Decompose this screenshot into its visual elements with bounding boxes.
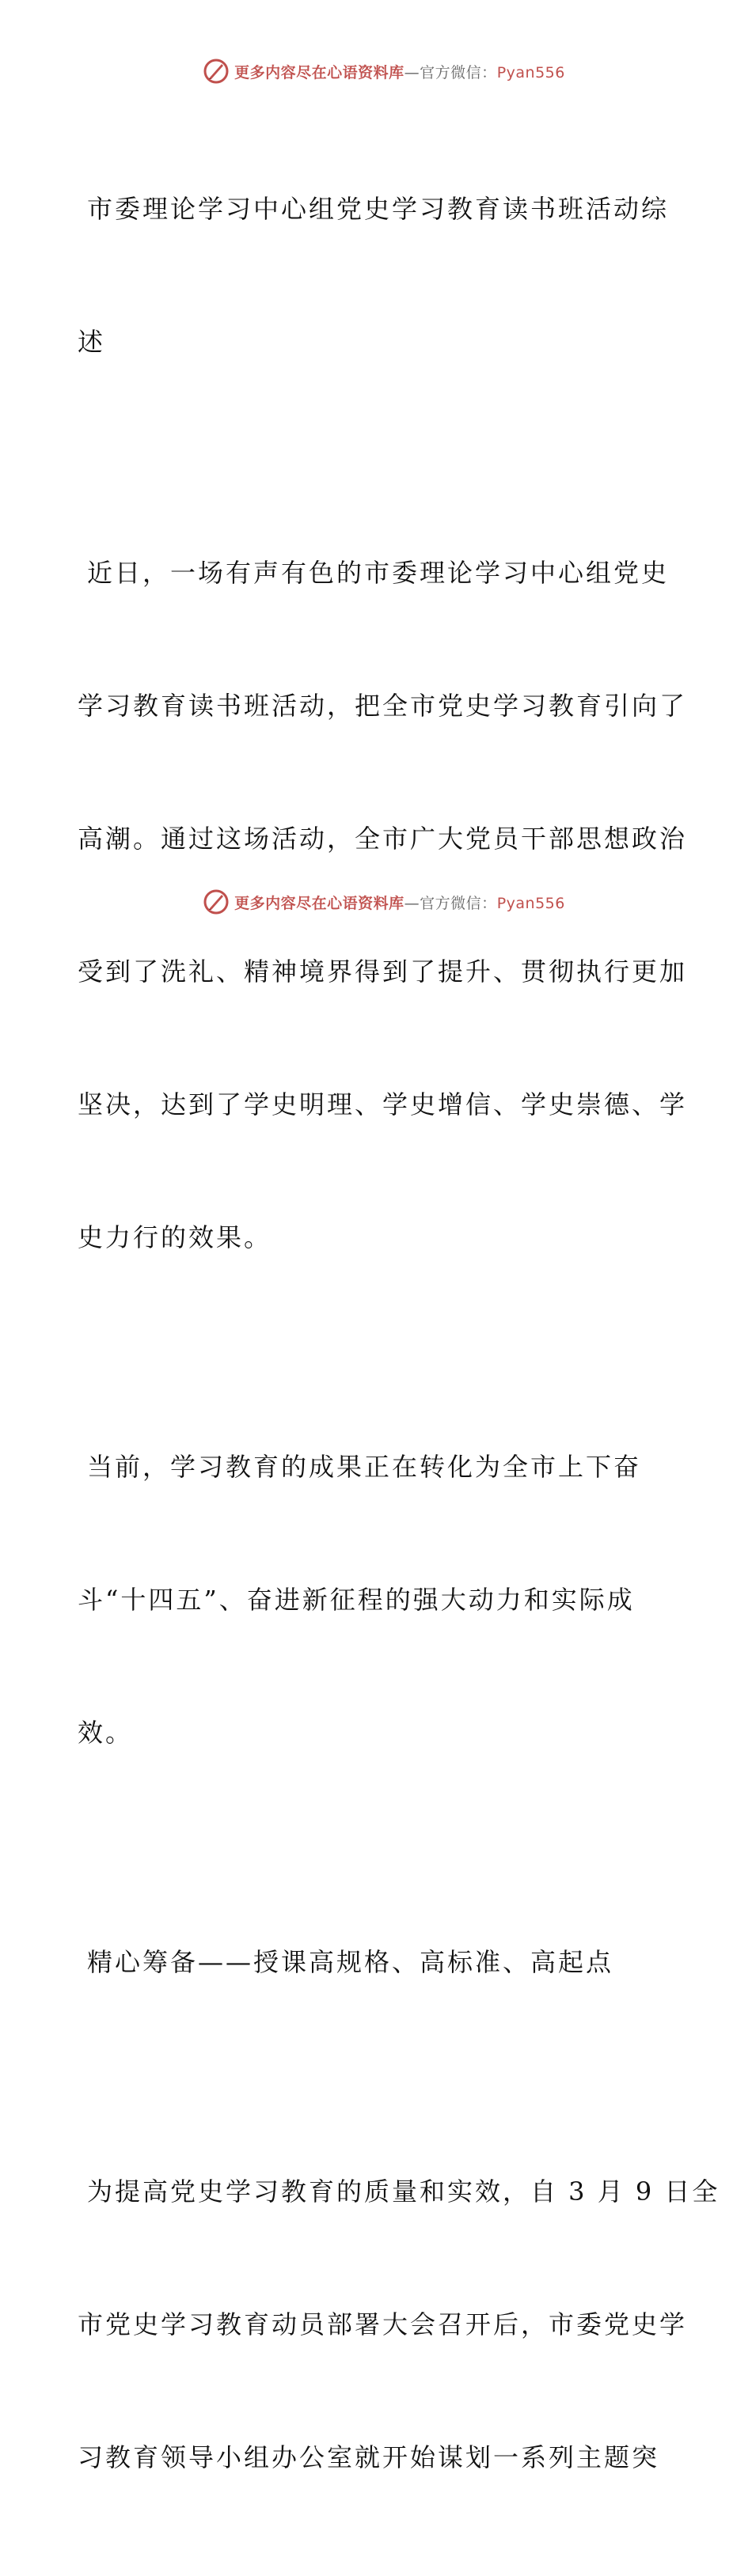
- paragraph-line: 史力行的效果。: [78, 1222, 272, 1252]
- watermark-inner: [203, 58, 565, 85]
- paragraph-line: 当前，学习教育的成果正在转化为全市上下奋: [87, 1452, 642, 1482]
- document-title: [78, 98, 679, 453]
- watermark-separator: —官方微信：: [404, 63, 497, 81]
- watermark-separator: —官方微信：: [404, 894, 497, 912]
- watermark-brand: 更多内容尽在心语资料库: [234, 63, 404, 81]
- paragraph-2: [78, 1356, 679, 1843]
- paragraph-3: [78, 2081, 720, 2568]
- watermark-inner: [203, 888, 565, 915]
- paragraph-line: 坚决，达到了学史明理、学史增信、学史崇德、学: [78, 1089, 688, 1119]
- watermark-brand: 更多内容尽在心语资料库: [234, 894, 404, 912]
- document-body: [78, 98, 720, 2576]
- paragraph-line: 高潮。通过这场活动，全市广大党员干部思想政治: [78, 824, 688, 854]
- paragraph-line: 习教育领导小组办公室就开始谋划一系列主题突: [78, 2442, 660, 2472]
- footer-watermark: [0, 886, 752, 918]
- watermark-handle: Pyan556: [496, 63, 565, 81]
- paragraph-line: 学习教育读书班活动，把全市党史学习教育引向了: [78, 691, 688, 721]
- heading-line: 精心筹备——授课高规格、高标准、高起点: [87, 1947, 614, 1977]
- paragraph-line: 斗“十四五”、奋进新征程的强大动力和实际成: [78, 1585, 635, 1615]
- quill-logo-icon: [203, 58, 230, 85]
- title-line: 市委理论学习中心组党史学习教育读书班活动综: [87, 194, 670, 224]
- paragraph-line: 为提高党史学习教育的质量和实效，自 3 月 9 日全: [87, 2176, 720, 2207]
- section-heading: [78, 1851, 679, 2073]
- watermark-handle: Pyan556: [496, 894, 565, 912]
- paragraph-line: 效。: [78, 1718, 134, 1748]
- paragraph-line: 受到了洗礼、精神境界得到了提升、贯彻执行更加: [78, 957, 688, 987]
- header-watermark: [0, 55, 752, 87]
- watermark-text: [234, 61, 565, 82]
- watermark-text: [234, 892, 565, 913]
- title-line: 述: [78, 327, 106, 357]
- paragraph-line: 市党史学习教育动员部署大会召开后，市委党史学: [78, 2309, 688, 2339]
- quill-logo-icon: [203, 888, 230, 915]
- paragraph-line: 近日，一场有声有色的市委理论学习中心组党史: [87, 558, 670, 588]
